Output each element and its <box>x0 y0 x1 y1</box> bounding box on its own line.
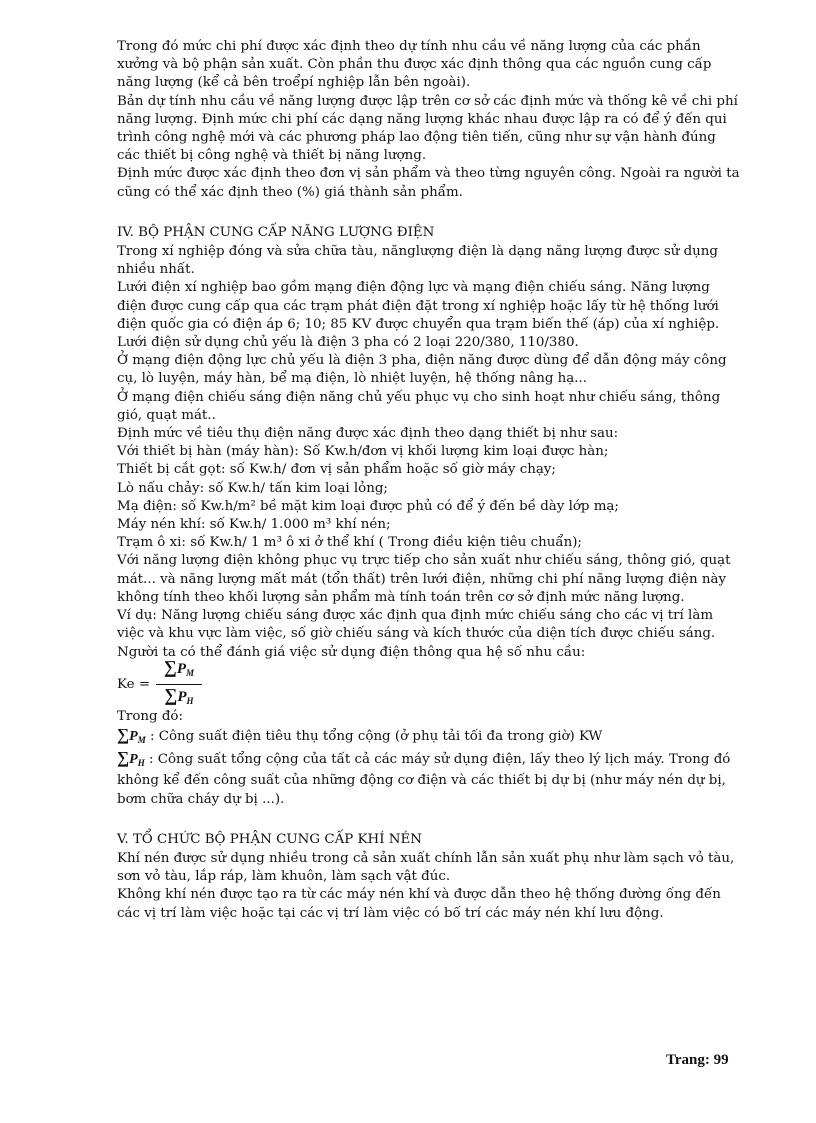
sum-ph-symbol: $\sum P_H$ <box>117 748 145 769</box>
page-number: Trang: 99 <box>666 1052 729 1068</box>
definition-ph: $\sum P_H$ : Công suất tổng cộng của tất cả các máy sử dụng điện, lấy theo lý lịch máy. Trong đó không kể đến công suất của những động cơ điện và các thiết bị dự bị (như máy nén dự bị, bơm chữa cháy dự bị ...). <box>117 748 731 807</box>
paragraph: Khí nén được sử dụng nhiều trong cả sản xuất chính lẫn sản xuất phụ như làm sạch vỏ tàu, sơn vỏ tàu, lắp ráp, làm khuôn, làm sạch vật đúc. <box>117 850 735 885</box>
paragraph: Định mức được xác định theo đơn vị sản phẩm và theo từng nguyên công. Ngoài ra người ta cũng có thể xác định theo (%) giá thành sản phẩm. <box>117 166 740 200</box>
paragraph: Người ta có thể đánh giá việc sử dụng điện thông qua hệ số nhu cầu: <box>117 644 586 660</box>
norm-compressor: Máy nén khí: số Kw.h/ 1.000 m³ khí nén; <box>117 517 391 533</box>
paragraph: Không khí nén được tạo ra từ các máy nén khí và được dẫn theo hệ thống đường ống đến các vị trí làm việc hoặc tại các vị trí làm việc có bố trí các máy nén khí lưu động. <box>117 887 721 921</box>
demand-coefficient-formula <box>117 657 742 708</box>
section-title-electric-energy: IV. BỘ PHẬN CUNG CẤP NĂNG LƯỢNG ĐIỆN <box>117 224 435 240</box>
sum-pm-symbol: $\sum P_M$ <box>117 724 146 745</box>
definition-pm: $\sum P_M$ : Công suất điện tiêu thụ tổng cộng (ở phụ tải tối đa trong giờ) KW <box>117 724 603 745</box>
fraction-bar <box>156 684 202 685</box>
paragraph: Ở mạng điện động lực chủ yếu là điện 3 pha, điện năng được dùng để dẫn động máy công cụ, lò luyện, máy hàn, bể mạ điện, lò nhiệt luyện, hệ thống nâng hạ... <box>117 353 727 387</box>
formula-lhs: Ke = <box>117 676 151 692</box>
formula-fraction <box>156 658 202 711</box>
paragraph: Lưới điện xí nghiệp bao gồm mạng điện động lực và mạng điện chiếu sáng. Năng lượng điện được cung cấp qua các trạm phát điện đặt trong xí nghiệp hoặc lấy từ hệ thống lưới điện quốc gia có điện áp 6; 10; 85 KV được chuyển qua trạm biến thế (áp) của xí nghiệp. Lưới điện sử dụng chủ yếu là điện 3 pha có 2 loại 220/380, 110/380. <box>117 280 720 351</box>
where-label: Trong đó: <box>117 708 183 724</box>
formula-denominator: $\sum P_H$ <box>164 685 194 707</box>
formula-numerator: $\sum P_M$ <box>164 657 195 679</box>
document-page <box>117 38 742 923</box>
section-title-compressed-air: V. TỔ CHỨC BỘ PHẬN CUNG CẤP KHÍ NÉN <box>117 831 422 847</box>
paragraph: Ở mạng điện chiếu sáng điện năng chủ yếu phục vụ cho sinh hoạt như chiếu sáng, thông gió, quạt mát.. <box>117 389 721 423</box>
norm-plating: Mạ điện: số Kw.h/m² bề mặt kim loại được phủ có để ý đến bề dày lớp mạ; <box>117 498 619 514</box>
norm-oxygen: Trạm ô xi: số Kw.h/ 1 m³ ô xi ở thể khí ( Trong điều kiện tiêu chuẩn); <box>117 535 582 551</box>
paragraph: Với năng lượng điện không phục vụ trực tiếp cho sản xuất như chiếu sáng, thông gió, quạt mát... và năng lượng mất mát (tổn thất) trên lưới điện, những chi phí năng lượng điện này không tính theo khối lượng sản phẩm mà tính toán trên cơ sở định mức năng lượng. <box>117 553 731 605</box>
norm-welding: Với thiết bị hàn (máy hàn): Số Kw.h/đơn vị khối lượng kim loại được hàn; <box>117 444 609 460</box>
norm-cutting: Thiết bị cắt gọt: số Kw.h/ đơn vị sản phẩm hoặc số giờ máy chạy; <box>117 462 556 478</box>
paragraph: Định mức về tiêu thụ điện năng được xác định theo dạng thiết bị như sau: <box>117 426 619 442</box>
paragraph: Bản dự tính nhu cầu về năng lượng được lập trên cơ sở các định mức và thống kê về chi phí năng lượng. Định mức chi phí các dạng năng lượng khác nhau được lập ra có để ý đến qui trình công nghệ mới và các phương pháp lao động tiên tiến, cũng như sự vận hành đúng các thiết bị công nghệ và thiết bị năng lượng. <box>117 93 738 164</box>
paragraph: Trong đó mức chi phí được xác định theo dự tính nhu cầu về năng lượng của các phần xưởng và bộ phận sản xuất. Còn phần thu được xác định thông qua các nguồn cung cấp năng lượng (kể cả bên troểpí nghiệp lẫn bên ngoài). <box>117 39 712 91</box>
paragraph: Ví dụ: Năng lượng chiếu sáng được xác định qua định mức chiếu sáng cho các vị trí làm việc và khu vực làm việc, số giờ chiếu sáng và kích thước của diện tích được chiếu sáng. <box>117 608 716 642</box>
paragraph: Trong xí nghiệp đóng và sửa chữa tàu, nănglượng điện là dạng năng lượng được sử dụng nhiều nhất. <box>117 244 718 278</box>
norm-furnace: Lò nấu chảy: số Kw.h/ tấn kim loại lỏng; <box>117 480 388 496</box>
